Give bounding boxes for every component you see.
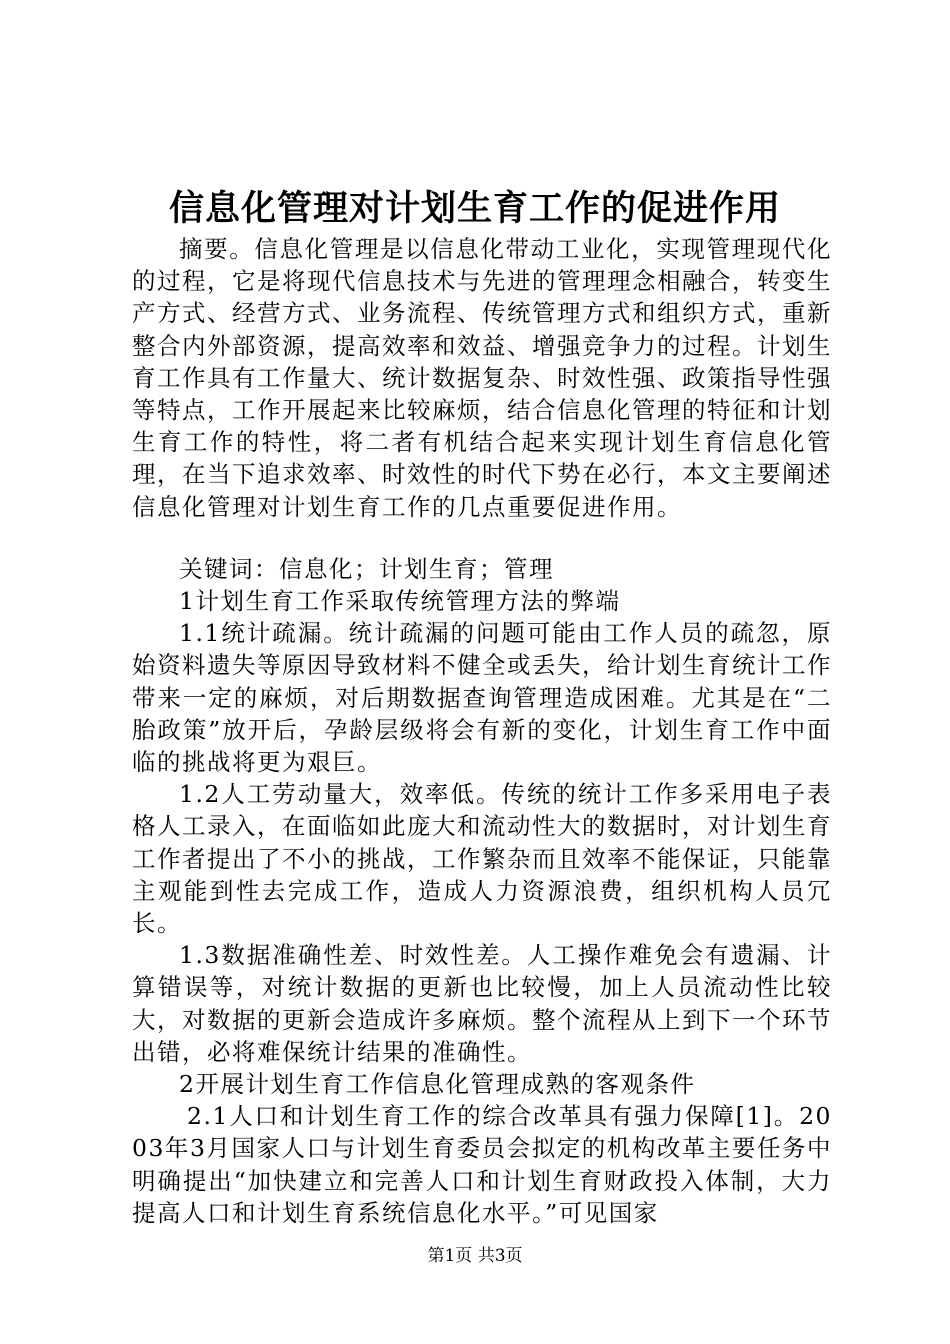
paragraph-2-1: 2.1人口和计划生育工作的综合改革具有强力保障[1]。2003年3月国家人口与计划生育委员会拟定的机构改革主要任务中明确提出“加快建立和完善人口和计划生育财政投入体制，大力提高人口和计划生育系统信息化水平。”可见国家	[132, 1102, 832, 1227]
keywords-line: 关键词：信息化；计划生育；管理	[179, 554, 554, 583]
paragraph-1-3: 1.3数据准确性差、时效性差。人工操作难免会有遗漏、计算错误等，对统计数据的更新也比较慢，加上人员流动性比较大，对数据的更新会造成许多麻烦。整个流程从上到下一个环节出错，必将难保统计结果的准确性。	[132, 941, 832, 1066]
abstract-paragraph: 摘要。信息化管理是以信息化带动工业化，实现管理现代化的过程，它是将现代信息技术与先进的管理理念相融合，转变生产方式、经营方式、业务流程、传统管理方式和组织方式，重新整合内外部资源，提高效率和效益、增强竞争力的过程。计划生育工作具有工作量大、统计数据复杂、时效性强、政策指导性强等特点，工作开展起来比较麻烦，结合信息化管理的特征和计划生育工作的特性，将二者有机结合起来实现计划生育信息化管理，在当下追求效率、时效性的时代下势在必行，本文主要阐述信息化管理对计划生育工作的几点重要促进作用。	[132, 235, 832, 521]
document-body	[132, 233, 832, 1229]
paragraph-1-2: 1.2人工劳动量大，效率低。传统的统计工作多采用电子表格人工录入，在面临如此庞大和流动性大的数据时，对计划生育工作者提出了不小的挑战，工作繁杂而且效率不能保证，只能靠主观能到性去完成工作，造成人力资源浪费，组织机构人员冗长。	[132, 780, 832, 938]
document-title: 信息化管理对计划生育工作的促进作用	[168, 189, 781, 229]
section-heading-2: 2开展计划生育工作信息化管理成熟的客观条件	[179, 1070, 696, 1099]
paragraph-1-1: 1.1统计疏漏。统计疏漏的问题可能由工作人员的疏忽，原始资料遗失等原因导致材料不健全或丢失，给计划生育统计工作带来一定的麻烦，对后期数据查询管理造成困难。尤其是在“二胎政策”放开后，孕龄层级将会有新的变化，计划生育工作中面临的挑战将更为艰巨。	[132, 619, 832, 777]
section-heading-1: 1计划生育工作采取传统管理方法的弊端	[179, 587, 621, 616]
page-footer: 第1页 共3页	[427, 1246, 523, 1266]
